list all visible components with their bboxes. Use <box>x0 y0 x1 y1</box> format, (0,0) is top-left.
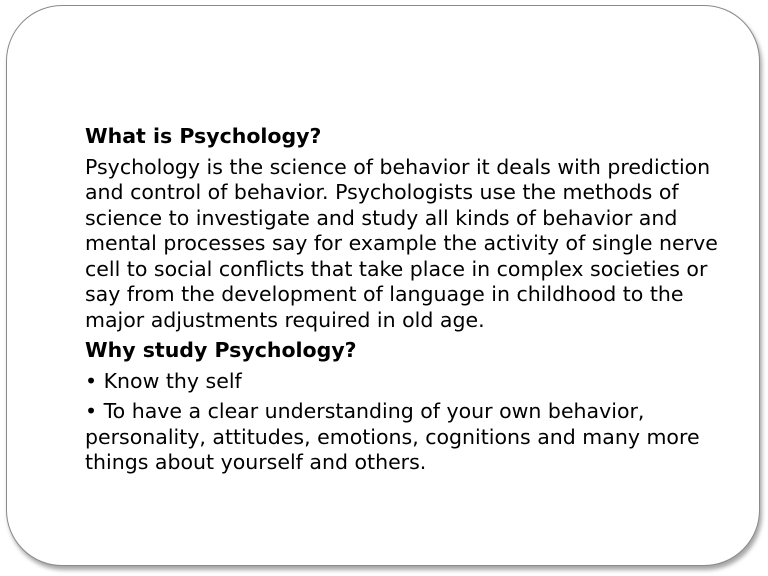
heading-what-is-psychology: What is Psychology? <box>85 124 322 148</box>
bullet-item: • To have a clear understanding of your own behavior, personality, attitudes, emotions, cognitions and many more things about yourself and others. <box>85 399 700 474</box>
slide-content <box>85 124 735 476</box>
heading-why-study-psychology: Why study Psychology? <box>85 338 357 362</box>
definition-paragraph: Psychology is the science of behavior it deals with prediction and control of behavior. Psychologists use the methods of science to investigate and study all kinds of behavior and mental processes say for example the activity of single nerve cell to social conflicts that take place in complex societies or say from the development of language in childhood to the major adjustments required in old age. <box>85 154 718 332</box>
bullet-item: • Know thy self <box>85 368 242 393</box>
